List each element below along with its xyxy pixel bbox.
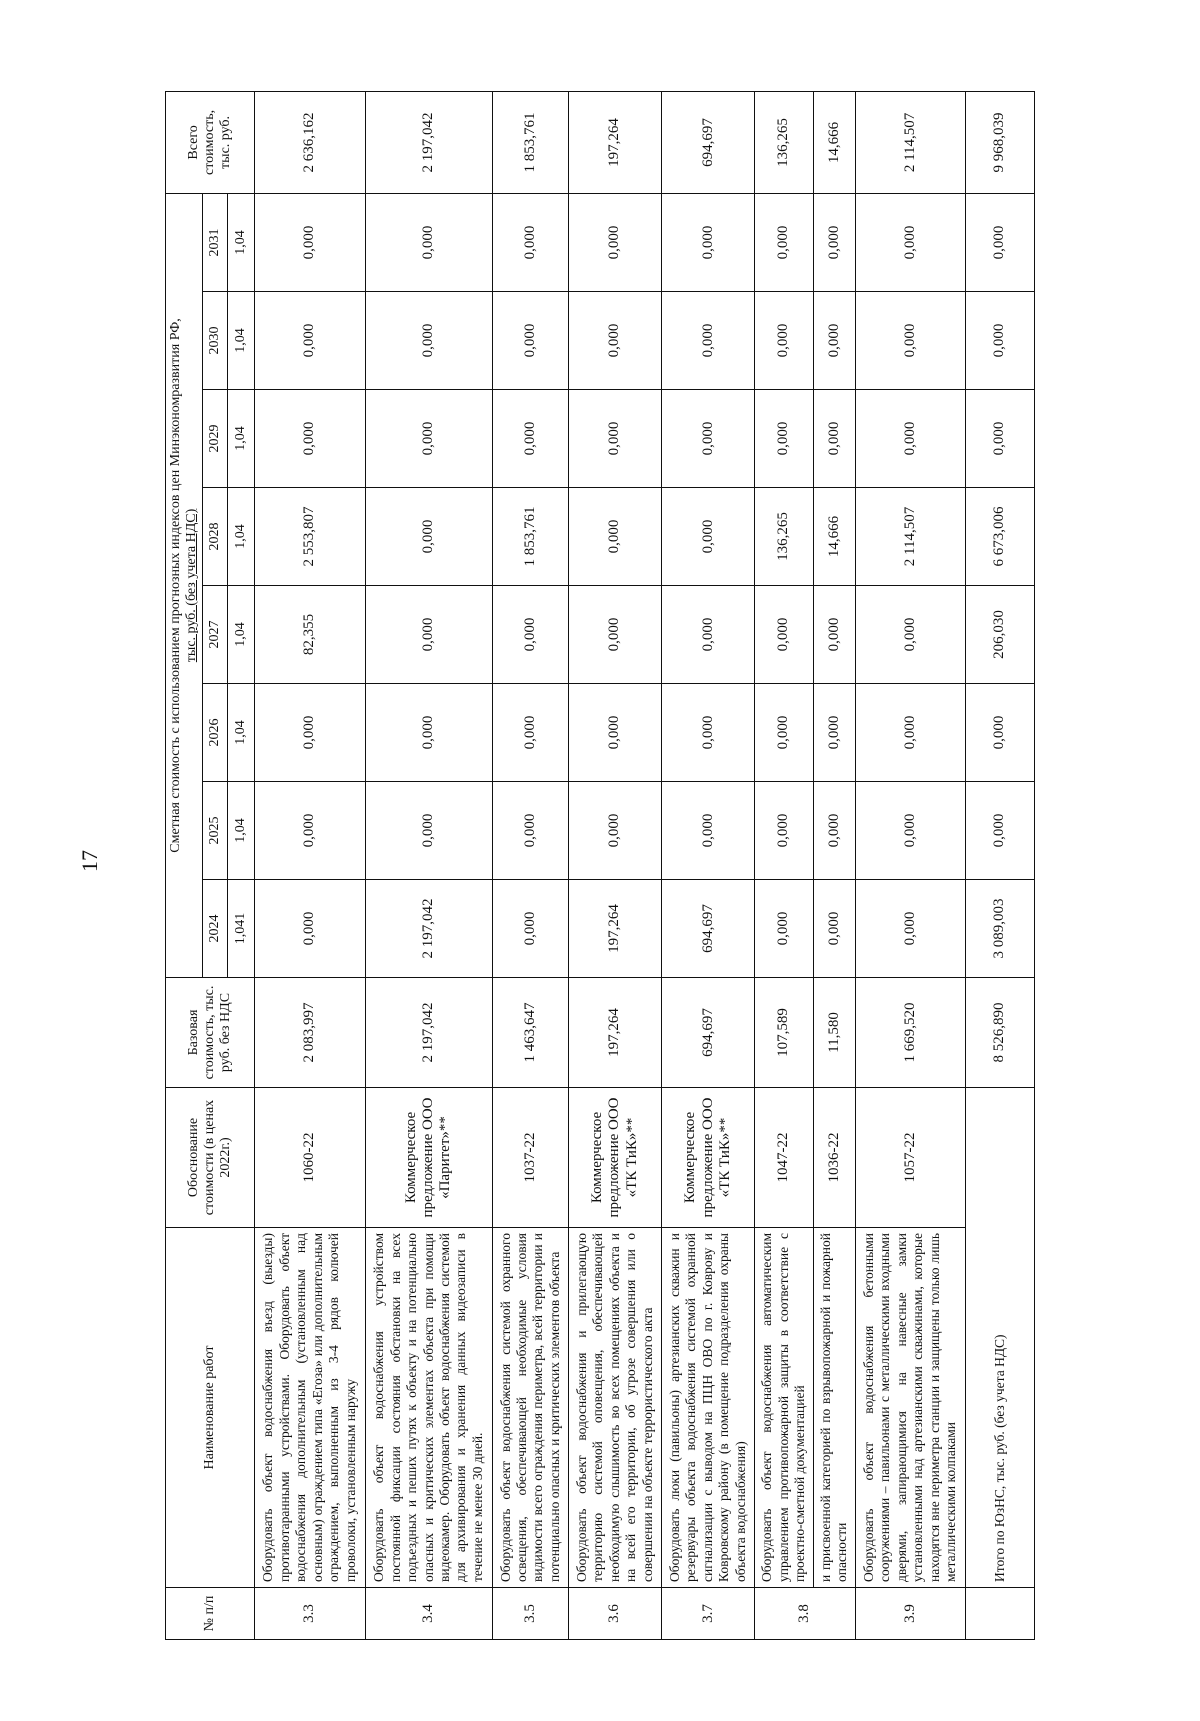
year-cost: 82,355 [255, 586, 365, 684]
work-description: Оборудовать объект водоснабжения въезд (выезды) противотаранными устройствами. Оборудовать объект водоснабжения дополнительным (установленным над основным) ограждением типа «Егоза» или дополнительным ограждением, выполненным из 3-4 рядов колючей проволоки, установленным наружу [255, 1228, 365, 1588]
year-cost: 0,000 [568, 684, 661, 782]
header-year: 2029 [203, 390, 228, 488]
table-row [662, 91, 755, 1639]
total-year-cost: 206,030 [966, 586, 1035, 684]
base-cost: 11,580 [814, 978, 856, 1088]
base-cost: 2 197,042 [365, 978, 492, 1088]
table-row [855, 91, 965, 1639]
header-index: 1,04 [228, 292, 255, 390]
year-cost: 0,000 [755, 782, 814, 880]
year-cost: 0,000 [814, 292, 856, 390]
year-cost: 2 197,042 [365, 880, 492, 978]
cost-justification: 1060-22 [255, 1088, 365, 1228]
total-row-no [966, 1588, 1035, 1640]
header-index: 1,04 [228, 586, 255, 684]
row-total: 694,697 [662, 91, 755, 193]
year-cost: 0,000 [492, 292, 568, 390]
work-description: Оборудовать объект водоснабжения устройством постоянной фиксации состояния обстановки на всех подъездных и пеших путях к объекту и на потенциально опасных и критических элементах объекта при помощи видеокамер. Оборудовать объект водоснабжения системой для архивирования и хранения данных видеозаписи в течение не менее 30 дней. [365, 1228, 492, 1588]
table-row [814, 91, 856, 1639]
year-cost: 0,000 [814, 880, 856, 978]
year-cost: 2 553,807 [255, 488, 365, 586]
header-index: 1,04 [228, 488, 255, 586]
work-description: Оборудовать объект водоснабжения автоматическим управлением противопожарной защиты в соответствие с проектно-сметной документацией [755, 1228, 814, 1588]
year-cost: 694,697 [662, 880, 755, 978]
year-cost: 0,000 [814, 586, 856, 684]
header-index: 1,04 [228, 684, 255, 782]
year-cost: 0,000 [365, 586, 492, 684]
year-cost: 0,000 [492, 684, 568, 782]
row-number: 3.5 [492, 1588, 568, 1640]
year-cost: 0,000 [568, 292, 661, 390]
year-cost: 0,000 [814, 193, 856, 291]
year-cost: 0,000 [492, 586, 568, 684]
header-total: Всего стоимость, тыс. руб. [166, 91, 255, 193]
year-cost: 14,666 [814, 488, 856, 586]
cost-justification: 1057-22 [855, 1088, 965, 1228]
header-year: 2030 [203, 292, 228, 390]
year-cost: 0,000 [365, 193, 492, 291]
year-cost: 0,000 [755, 193, 814, 291]
header-base-cost: Базовая стоимость, тыс. руб. без НДС [166, 978, 255, 1088]
year-cost: 0,000 [662, 684, 755, 782]
row-number: 3.8 [755, 1588, 855, 1640]
year-cost: 0,000 [492, 390, 568, 488]
header-index: 1,04 [228, 193, 255, 291]
year-cost: 0,000 [755, 390, 814, 488]
year-cost: 0,000 [255, 193, 365, 291]
cost-justification: Коммерческое предложение ООО «Паритет»** [365, 1088, 492, 1228]
year-cost: 0,000 [662, 586, 755, 684]
year-cost: 0,000 [568, 782, 661, 880]
rotated-table-wrapper [165, 110, 1035, 1640]
header-year: 2025 [203, 782, 228, 880]
header-year: 2026 [203, 684, 228, 782]
header-estimate [166, 193, 203, 977]
work-description: Оборудовать объект водоснабжения системой охранного освещения, обеспечивающей необходимые условия видимости всего ограждения периметра, всей территории и потенциально опасных и критических элементов объекта [492, 1228, 568, 1588]
year-cost: 0,000 [255, 390, 365, 488]
row-number: 3.3 [255, 1588, 365, 1640]
year-cost: 0,000 [365, 488, 492, 586]
year-cost: 0,000 [492, 880, 568, 978]
year-cost: 0,000 [365, 390, 492, 488]
row-number: 3.9 [855, 1588, 965, 1640]
cost-justification: Коммерческое предложение ООО «ТК ТиК»** [662, 1088, 755, 1228]
year-cost: 0,000 [855, 586, 965, 684]
year-cost: 0,000 [492, 193, 568, 291]
header-index: 1,041 [228, 880, 255, 978]
year-cost: 0,000 [568, 193, 661, 291]
year-cost: 0,000 [755, 880, 814, 978]
header-estimate-line1: Сметная стоимость с использованием прогнозных индексов цен Минэкономразвития РФ, [168, 318, 183, 853]
header-index: 1,04 [228, 782, 255, 880]
cost-justification: 1036-22 [814, 1088, 856, 1228]
cost-justification: Коммерческое предложение ООО «ТК ТиК»** [568, 1088, 661, 1228]
year-cost: 0,000 [365, 782, 492, 880]
year-cost: 0,000 [568, 390, 661, 488]
row-total: 136,265 [755, 91, 814, 193]
row-total: 1 853,761 [492, 91, 568, 193]
year-cost: 0,000 [855, 292, 965, 390]
row-total: 2 197,042 [365, 91, 492, 193]
year-cost: 0,000 [662, 193, 755, 291]
total-year-cost: 0,000 [966, 782, 1035, 880]
year-cost: 0,000 [855, 782, 965, 880]
year-cost: 1 853,761 [492, 488, 568, 586]
year-cost: 0,000 [255, 292, 365, 390]
row-number: 3.7 [662, 1588, 755, 1640]
year-cost: 0,000 [255, 684, 365, 782]
header-year: 2027 [203, 586, 228, 684]
total-row [966, 91, 1035, 1639]
table-row [568, 91, 661, 1639]
table-body [255, 91, 1035, 1639]
base-cost: 197,264 [568, 978, 661, 1088]
work-description: Оборудовать люки (павильоны) артезианских скважин и резервуары объекта водоснабжения системой охранной сигнализации с выводом на ПЦН ОВО по г. Коврову и Ковровскому району (в помещение подразделения охраны объекта водоснабжения) [662, 1228, 755, 1588]
row-total: 197,264 [568, 91, 661, 193]
base-cost: 1 463,647 [492, 978, 568, 1088]
row-total: 14,666 [814, 91, 856, 193]
cost-justification: 1047-22 [755, 1088, 814, 1228]
total-year-cost: 0,000 [966, 390, 1035, 488]
base-cost: 2 083,997 [255, 978, 365, 1088]
table-row [755, 91, 814, 1639]
year-cost: 0,000 [755, 684, 814, 782]
total-year-cost: 0,000 [966, 292, 1035, 390]
work-description: и присвоенной категорией по взрывопожарной и пожарной опасности [814, 1228, 856, 1588]
total-year-cost: 3 089,003 [966, 880, 1035, 978]
year-cost: 197,264 [568, 880, 661, 978]
total-year-cost: 0,000 [966, 193, 1035, 291]
work-description: Оборудовать объект водоснабжения бетонными сооружениями – павильонами с металлическими входными дверями, запирающимися на навесные замки установленными над артезианскими скважинами, которые находятся вне периметра станции и защищены только лишь металлическими колпаками [855, 1228, 965, 1588]
year-cost: 0,000 [855, 390, 965, 488]
year-cost: 0,000 [255, 782, 365, 880]
total-year-cost: 0,000 [966, 684, 1035, 782]
base-cost: 1 669,520 [855, 978, 965, 1088]
work-description: Оборудовать объект водоснабжения и прилегающую территорию системой оповещения, обеспечивающей необходимую слышимость во всех помещениях объекта и на всей его территории, об угрозе совершения или о совершении на объекте террористического акта [568, 1228, 661, 1588]
cost-justification: 1037-22 [492, 1088, 568, 1228]
row-number: 3.6 [568, 1588, 661, 1640]
header-index: 1,04 [228, 390, 255, 488]
base-cost: 107,589 [755, 978, 814, 1088]
year-cost: 0,000 [855, 684, 965, 782]
total-year-cost: 6 673,006 [966, 488, 1035, 586]
header-year: 2024 [203, 880, 228, 978]
row-total: 2 636,162 [255, 91, 365, 193]
header-year: 2031 [203, 193, 228, 291]
year-cost: 0,000 [365, 292, 492, 390]
header-year: 2028 [203, 488, 228, 586]
year-cost: 0,000 [855, 880, 965, 978]
table-row [492, 91, 568, 1639]
header-work: Наименование работ [166, 1228, 255, 1588]
year-cost: 0,000 [568, 488, 661, 586]
table-row [365, 91, 492, 1639]
year-cost: 2 114,507 [855, 488, 965, 586]
year-cost: 0,000 [568, 586, 661, 684]
year-cost: 0,000 [755, 292, 814, 390]
grand-total: 9 968,039 [966, 91, 1035, 193]
year-cost: 0,000 [662, 488, 755, 586]
year-cost: 0,000 [814, 390, 856, 488]
year-cost: 0,000 [662, 390, 755, 488]
total-base-cost: 8 526,890 [966, 978, 1035, 1088]
year-cost: 0,000 [814, 782, 856, 880]
header-justification: Обоснование стоимости (в ценах 2022г.) [166, 1088, 255, 1228]
base-cost: 694,697 [662, 978, 755, 1088]
page-number: 17 [77, 850, 102, 872]
cost-estimate-table [165, 91, 1035, 1640]
row-number: 3.4 [365, 1588, 492, 1640]
year-cost: 0,000 [662, 782, 755, 880]
total-label: Итого по ЮзНС, тыс. руб. (без учета НДС) [966, 1088, 1035, 1588]
year-cost: 0,000 [492, 782, 568, 880]
year-cost: 136,265 [755, 488, 814, 586]
year-cost: 0,000 [755, 586, 814, 684]
header-no: № п/п [166, 1588, 255, 1640]
year-cost: 0,000 [255, 880, 365, 978]
table-row [255, 91, 365, 1639]
year-cost: 0,000 [365, 684, 492, 782]
year-cost: 0,000 [814, 684, 856, 782]
year-cost: 0,000 [855, 193, 965, 291]
year-cost: 0,000 [662, 292, 755, 390]
header-estimate-line2: тыс. руб. (без учета НДС) [184, 508, 200, 663]
row-total: 2 114,507 [855, 91, 965, 193]
